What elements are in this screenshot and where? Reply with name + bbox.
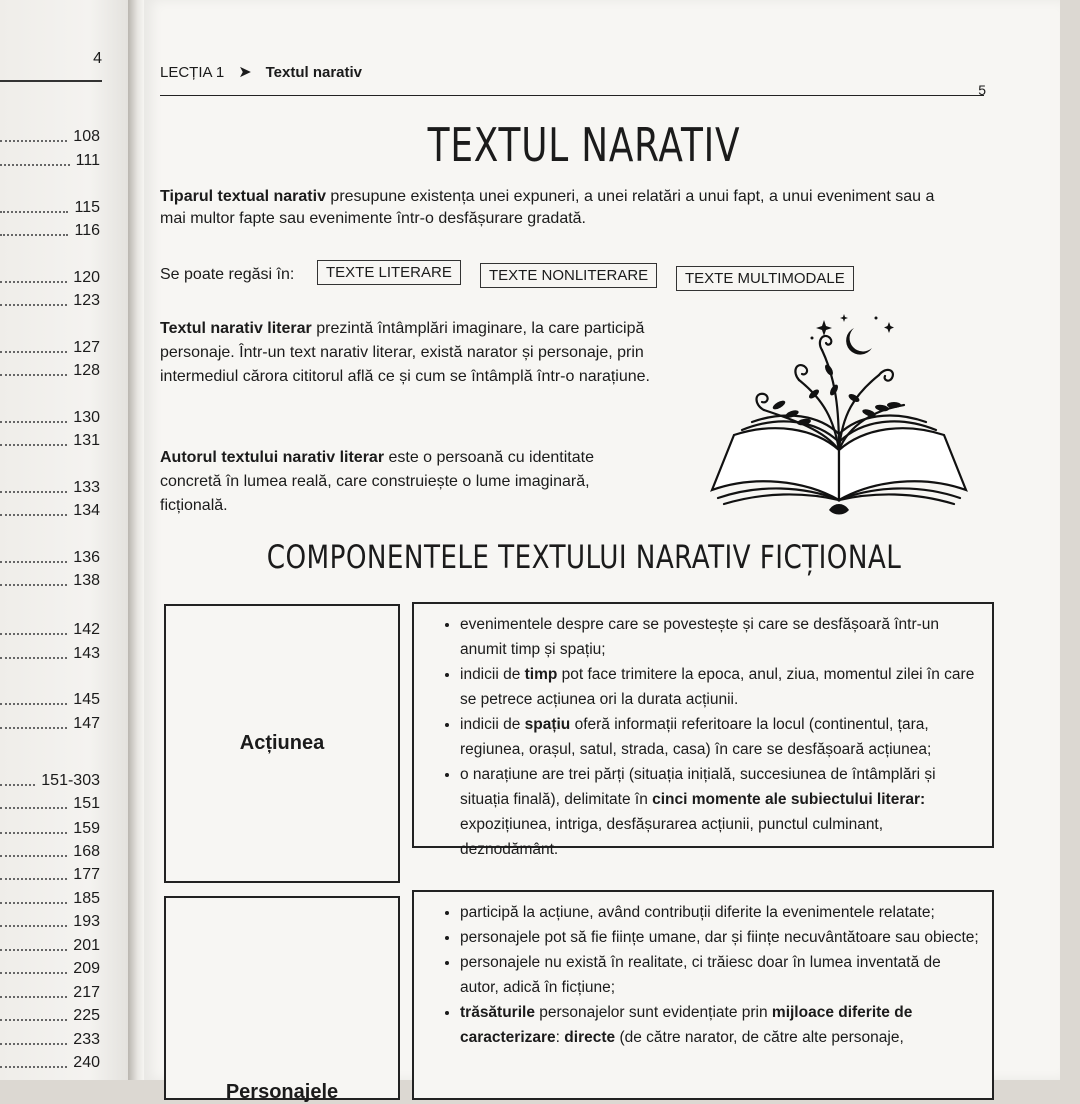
literar-term: Textul narativ literar <box>160 320 312 337</box>
toc-page-number: 111 <box>75 152 100 169</box>
toc-leader-dots <box>0 855 67 857</box>
list-item: • evenimentele despre care se povestește și care se desfășoară într-un anumit timp și spațiu; <box>460 612 982 662</box>
toc-leader-dots <box>0 211 68 213</box>
toc-row <box>0 547 100 567</box>
page-title: TEXTUL NARATIV <box>427 118 741 172</box>
toc-leader-dots <box>0 514 67 516</box>
toc-row <box>0 360 100 380</box>
toc-leader-dots <box>0 1019 67 1021</box>
toc-page-number: 168 <box>73 843 100 860</box>
toc-row <box>0 477 100 497</box>
toc-row <box>0 864 100 884</box>
toc-leader-dots <box>0 657 67 659</box>
toc-page-number: 147 <box>73 715 100 732</box>
toc-page-number: 123 <box>73 292 100 309</box>
toc-page-number: 201 <box>73 937 100 954</box>
toc-row <box>0 220 100 240</box>
toc-row <box>0 619 100 639</box>
toc-leader-dots <box>0 374 67 376</box>
toc-row <box>0 713 100 733</box>
toc-page-number: 225 <box>73 1007 100 1024</box>
toc-leader-dots <box>0 949 67 951</box>
toc-row <box>0 689 100 709</box>
toc-row <box>0 935 100 955</box>
toc-page-number: 134 <box>73 502 100 519</box>
list-item: • personajele nu există în realitate, ci trăiesc doar în lumea inventată de autor, adică în ficțiune; <box>460 950 982 1000</box>
toc-page-number: 151 <box>73 795 100 812</box>
toc-row <box>0 643 100 663</box>
toc-leader-dots <box>0 491 67 493</box>
toc-row <box>0 430 100 450</box>
toc-row <box>0 841 100 861</box>
toc-leader-dots <box>0 140 67 142</box>
autor-text: este o persoană cu identitate concretă în lumea reală, care construiește o lume imaginară, ficțională. <box>160 449 594 514</box>
toc-page-number: 115 <box>74 199 100 216</box>
toc-page-number: 108 <box>73 128 100 145</box>
component-content-box <box>412 890 994 1100</box>
toc-leader-dots <box>0 703 67 705</box>
toc-row <box>0 197 100 217</box>
toc-row <box>0 407 100 427</box>
component-label: Personajele <box>225 1081 339 1103</box>
toc-page-number: 128 <box>73 362 100 379</box>
toc-row <box>0 958 100 978</box>
toc-page-number: 138 <box>73 572 100 589</box>
toc-page-number: 133 <box>73 479 100 496</box>
bullet-list <box>440 900 982 1050</box>
toc-row <box>0 337 100 357</box>
toc-row <box>0 1029 100 1049</box>
autor-term: Autorul textului narativ literar <box>160 449 385 466</box>
arrow-icon: ➤ <box>238 64 252 81</box>
toc-leader-dots <box>0 972 67 974</box>
toc-leader-dots <box>0 421 67 423</box>
autor-paragraph <box>160 446 650 518</box>
toc-leader-dots <box>0 584 67 586</box>
toc-page-number: 159 <box>73 820 100 837</box>
toc-leader-dots <box>0 164 70 166</box>
component-content-box <box>412 602 994 858</box>
toc-page-number: 131 <box>73 432 100 449</box>
toc-row <box>0 150 100 170</box>
bullet-list <box>440 612 982 862</box>
toc-leader-dots <box>0 561 67 563</box>
intro-term: Tiparul textual narativ <box>160 188 326 205</box>
toc-leader-dots <box>0 444 67 446</box>
component-label-box <box>164 896 400 1103</box>
tag-texte-multimodale: TEXTE MULTIMODALE <box>676 266 854 291</box>
toc-page-number: 130 <box>73 409 100 426</box>
intro-text: presupune existența unei expuneri, a unei relatări a unui fapt, a unui eveniment sau a mai multor fapte sau evenimente într-o desfășurare gradată. <box>160 188 935 227</box>
toc-leader-dots <box>0 925 67 927</box>
toc-page-number: 136 <box>73 549 100 566</box>
literar-paragraph <box>160 317 650 389</box>
header-title: Textul narativ <box>265 63 363 81</box>
toc-page-number: 177 <box>73 866 100 883</box>
right-page <box>144 0 1060 1103</box>
intro-paragraph <box>160 186 960 230</box>
page-number: 5 <box>978 82 986 98</box>
toc-row <box>0 126 100 146</box>
toc-row <box>0 888 100 908</box>
toc-leader-dots <box>0 807 67 809</box>
toc-leader-dots <box>0 1043 67 1045</box>
running-header <box>160 62 362 82</box>
component-label-box <box>164 604 400 883</box>
regasire-label: Se poate regăsi în: <box>160 266 295 283</box>
component-label: Acțiunea <box>239 732 325 754</box>
toc-leader-dots <box>0 281 67 283</box>
toc-page-number: 209 <box>73 960 100 977</box>
list-item: • participă la acțiune, având contribuții diferite la evenimentele relatate; <box>460 900 982 925</box>
tag-texte-literare: TEXTE LITERARE <box>317 260 461 285</box>
toc-leader-dots <box>0 996 67 998</box>
left-header-rule <box>0 80 102 82</box>
toc-row <box>0 290 100 310</box>
book-gutter <box>128 0 144 1080</box>
toc-page-number: 193 <box>73 913 100 930</box>
toc-leader-dots <box>0 727 67 729</box>
list-item: • personajele pot să fie ființe umane, dar și ființe necuvântătoare sau obiecte; <box>460 925 982 950</box>
toc-page-number: 151-303 <box>41 772 100 789</box>
toc-leader-dots <box>0 902 67 904</box>
left-page-toc <box>0 0 128 1080</box>
toc-row <box>0 770 100 790</box>
toc-page-number: 120 <box>73 269 100 286</box>
toc-row <box>0 1005 100 1025</box>
toc-page-number: 185 <box>73 890 100 907</box>
literar-text: prezintă întâmplări imaginare, la care participă personaje. Într-un text narativ literar, există narator și personaje, prin intermediul cărora cititorul află ce și cum se întâmplă într-o narațiune. <box>160 320 650 385</box>
list-item: • indicii de spațiu oferă informații referitoare la locul (continentul, țara, regiunea, orașul, satul, strada, casa) în care se desfășoară acțiunea; <box>460 712 982 762</box>
list-item: • trăsăturile personajelor sunt evidențiate prin mijloace diferite de caracterizare: directe (de către narator, de către alte personaje, <box>460 1000 982 1050</box>
header-rule <box>160 95 984 96</box>
toc-row <box>0 1052 100 1072</box>
toc-page-number: 143 <box>73 645 100 662</box>
toc-leader-dots <box>0 784 35 786</box>
toc-leader-dots <box>0 234 68 236</box>
tag-texte-nonliterare: TEXTE NONLITERARE <box>480 263 657 288</box>
toc-page-number: 240 <box>73 1054 100 1071</box>
lesson-label: LECȚIA 1 <box>160 63 225 81</box>
toc-row <box>0 500 100 520</box>
toc-row <box>0 267 100 287</box>
section-title: COMPONENTELE TEXTULUI NARATIV FICȚIONAL <box>266 538 902 576</box>
toc-leader-dots <box>0 351 67 353</box>
toc-page-number: 127 <box>73 339 100 356</box>
toc-leader-dots <box>0 304 67 306</box>
open-book-illustration <box>704 310 974 520</box>
list-item: • indicii de timp pot face trimitere la epoca, anul, ziua, momentul zilei în care se petrece acțiunea ori la durata acțiunii. <box>460 662 982 712</box>
toc-page-number: 116 <box>74 222 100 239</box>
toc-row <box>0 982 100 1002</box>
left-page-number: 4 <box>93 50 102 67</box>
toc-row <box>0 911 100 931</box>
toc-leader-dots <box>0 633 67 635</box>
list-item: • o narațiune are trei părți (situația inițială, succesiunea de întâmplări și situația finală), delimitate în cinci momente ale subiectului literar: expozițiunea, intriga, desfășurarea acțiunii, punctul culminant, deznodământ. <box>460 762 982 862</box>
toc-leader-dots <box>0 878 67 880</box>
toc-leader-dots <box>0 832 67 834</box>
toc-page-number: 233 <box>73 1031 100 1048</box>
toc-row <box>0 818 100 838</box>
toc-row <box>0 570 100 590</box>
toc-page-number: 142 <box>73 621 100 638</box>
toc-row <box>0 793 100 813</box>
toc-page-number: 145 <box>73 691 100 708</box>
toc-leader-dots <box>0 1066 67 1068</box>
toc-page-number: 217 <box>73 984 100 1001</box>
